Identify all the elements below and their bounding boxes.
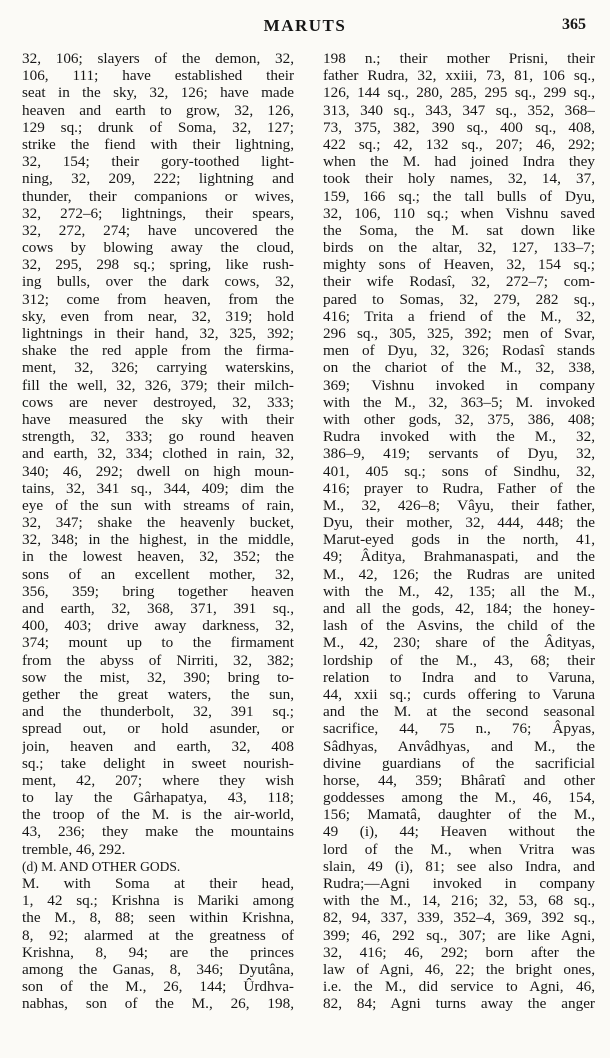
index-line: sons of an excellent mother, 32, — [22, 565, 294, 583]
index-line: lordship of the M., 43, 68; their — [323, 651, 595, 669]
index-line: with the M., 32, 363–5; M. invoked — [323, 393, 595, 411]
index-line: sacrifice, 44, 75 n., 76; Âpyas, — [323, 720, 595, 738]
running-title: MARUTS — [263, 16, 347, 35]
index-line: sow the mist, 32, 390; bring to- — [22, 668, 294, 686]
index-line: seat in the sky, 32, 126; have made — [22, 84, 294, 102]
index-line: 32, 154; their gory-toothed light- — [22, 153, 294, 171]
index-line: 198 n.; their mother Prisni, their — [323, 50, 595, 67]
index-line: 73, 375, 382, 390 sq., 400 sq., 408, — [323, 118, 595, 136]
index-line: 296 sq., 305, 325, 392; men of Svar, — [323, 325, 595, 342]
index-line: i.e. the M., did service to Agni, 46, — [323, 978, 595, 996]
index-line: 82, 94, 337, 339, 352–4, 369, 392 sq., — [323, 909, 595, 927]
index-line: pared to Somas, 32, 279, 282 sq., — [323, 290, 595, 308]
index-line: sq.; take delight in sweet nourish- — [22, 754, 294, 772]
index-line: tremble, 46, 292. — [22, 840, 126, 858]
index-line: strength, 32, 333; go round heaven — [22, 428, 294, 446]
index-line: with other gods, 32, 375, 386, 408; — [323, 410, 595, 428]
index-line: took their holy names, 32, 14, 37, — [323, 170, 595, 188]
index-line: Krishna, 8, 94; are the princes — [22, 943, 294, 961]
index-line: 82, 84; Agni turns away the anger — [323, 995, 595, 1013]
index-line: and earth, 32, 334; clothed in rain, 32, — [22, 445, 294, 463]
index-line: 401, 405 sq.; sons of Sindhu, 32, — [323, 462, 595, 480]
index-line: from the abyss of Nirriti, 32, 382; — [22, 651, 294, 669]
index-line: their wife Rodasî, 32, 272–7; com- — [323, 273, 595, 291]
index-line: 399; 46, 292 sq., 307; are like Agni, — [323, 926, 595, 944]
index-line: gether the great waters, the sun, — [22, 685, 294, 703]
index-line: 32, 106, 110 sq.; when Vishnu saved — [323, 204, 595, 222]
index-line: 49; Âditya, Brahmanaspati, and the — [323, 548, 595, 566]
index-line: and all the gods, 42, 184; the honey- — [323, 600, 595, 617]
index-line: 129 sq.; drunk of Soma, 32, 127; — [22, 118, 294, 136]
index-line: 159, 166 sq.; the tall bulls of Dyu, — [323, 187, 595, 205]
index-line: and earth, 32, 368, 371, 391 sq., — [22, 600, 294, 617]
index-line: 400, 403; drive away darkness, 32, — [22, 617, 294, 635]
index-line: 32, 416; 46, 292; born after the — [323, 943, 595, 961]
index-line: relation to Indra and to Varuna, — [323, 668, 595, 686]
index-line: birds on the altar, 32, 127, 133–7; — [323, 239, 595, 257]
index-line: M., 42, 126; the Rudras are united — [323, 565, 595, 583]
index-line: among the Ganas, 8, 346; Dyutâna, — [22, 960, 294, 978]
index-line: lash of the Asvins, the child of the — [323, 617, 595, 635]
index-line: 369; Vishnu invoked in company — [323, 376, 595, 394]
index-line: cows by blowing away the cloud, — [22, 239, 294, 257]
page-header — [20, 16, 590, 40]
index-line: 106, 111; have established their — [22, 67, 294, 85]
index-line: 32, 272–6; lightnings, their spears, — [22, 204, 294, 222]
index-line: 8, 92; alarmed at the greatness of — [22, 926, 294, 944]
section-subheading: (d) M. AND OTHER GODS. — [22, 858, 181, 874]
index-line: 416; prayer to Rudra, Father of the — [323, 479, 595, 497]
index-line: strike the fiend with their lightning, — [22, 135, 294, 153]
index-line: M., 32, 426–8; Vâyu, their father, — [323, 496, 595, 514]
index-line: 422 sq.; 42, 132 sq., 207; 46, 292; — [323, 135, 595, 153]
index-line: 126, 144 sq., 280, 285, 295 sq., 299 sq., — [323, 84, 595, 102]
index-line: and the M. at the second seasonal — [323, 703, 595, 721]
index-line: ning, 32, 209, 222; lightning and — [22, 170, 294, 188]
index-line: ment, 32, 326; carrying waterskins, — [22, 359, 294, 377]
index-line: law of Agni, 46, 22; the bright ones, — [323, 960, 595, 978]
index-line: have measured the sky with their — [22, 410, 294, 428]
index-line: Sâdhyas, Anvâdhyas, and M., the — [323, 737, 595, 755]
index-line: men of Dyu, 32, 326; Rodasî stands — [323, 342, 595, 360]
index-line: with the M., 14, 216; 32, 53, 68 sq., — [323, 892, 595, 910]
index-line: goddesses among the M., 46, 154, — [323, 789, 595, 807]
index-line: Rudra invoked with the M., 32, — [323, 428, 595, 446]
index-line: son of the M., 26, 144; Ûrdhva- — [22, 978, 294, 996]
index-line: the Soma, the M. sat down like — [323, 221, 595, 239]
index-line: spread out, or hold asunder, or — [22, 720, 294, 738]
index-line: and the thunderbolt, 32, 391 sq.; — [22, 703, 294, 721]
index-line: 340; 46, 292; dwell on high moun- — [22, 462, 294, 480]
index-line: ing bulls, over the dark cows, 32, — [22, 273, 294, 291]
index-line: M. with Soma at their head, — [22, 875, 294, 892]
index-line: 156; Mamatâ, daughter of the M., — [323, 806, 595, 824]
index-line: on the chariot of the M., 32, 338, — [323, 359, 595, 377]
index-line: father Rudra, 32, xxiii, 73, 81, 106 sq., — [323, 67, 595, 85]
index-line: ment, 42, 207; where they wish — [22, 771, 294, 789]
index-line: with the M., 42, 135; all the M., — [323, 582, 595, 600]
right-column — [323, 50, 595, 1013]
index-line: the troop of the M. is the air-world, — [22, 806, 294, 824]
index-line: horse, 44, 359; Bhâratî and other — [323, 771, 595, 789]
index-line: when the M. had joined Indra they — [323, 153, 595, 171]
index-line: 416; Trita a friend of the M., 32, — [323, 307, 595, 325]
index-line: lightnings in their hand, 32, 325, 392; — [22, 325, 294, 342]
index-line: heaven and earth to grow, 32, 126, — [22, 101, 294, 119]
index-line: sky, even from near, 32, 319; hold — [22, 307, 294, 325]
page-number: 365 — [562, 16, 586, 33]
index-line: mighty sons of Heaven, 32, 154 sq.; — [323, 256, 595, 274]
index-line: 356, 359; bring together heaven — [22, 582, 294, 600]
index-line: 32, 347; shake the heavenly bucket, — [22, 514, 294, 532]
index-line: in the lowest heaven, 32, 352; the — [22, 548, 294, 566]
index-line: 43, 236; they make the mountains — [22, 823, 294, 841]
index-line: 32, 348; in the highest, in the middle, — [22, 531, 294, 549]
index-line: to lay the Gârhapatya, 43, 118; — [22, 789, 294, 807]
index-line: nabhas, son of the M., 26, 198, — [22, 995, 294, 1013]
index-line: 32, 106; slayers of the demon, 32, — [22, 50, 294, 67]
index-line: shake the red apple from the firma- — [22, 342, 294, 360]
index-line: lord of the M., when Vritra was — [323, 840, 595, 858]
index-line: divine guardians of the sacrificial — [323, 754, 595, 772]
index-line: M., 42, 230; share of the Âdityas, — [323, 634, 595, 652]
index-line: 1, 42 sq.; Krishna is Mariki among — [22, 892, 294, 910]
index-line: Marut-eyed gods in the north, 41, — [323, 531, 595, 549]
index-line: 49 (i), 44; Heaven without the — [323, 823, 595, 841]
index-line: 386–9, 419; servants of Dyu, 32, — [323, 445, 595, 463]
index-line: 32, 295, 298 sq.; spring, like rush- — [22, 256, 294, 274]
index-line: fill the well, 32, 326, 379; their milch- — [22, 376, 294, 394]
index-line: Dyu, their mother, 32, 444, 448; the — [323, 514, 595, 532]
index-line: 374; mount up to the firmament — [22, 634, 294, 652]
index-line: 32, 272, 274; have uncovered the — [22, 221, 294, 239]
index-line: cows are never destroyed, 32, 333; — [22, 393, 294, 411]
index-line: the M., 8, 88; seen within Krishna, — [22, 909, 294, 927]
index-line: join, heaven and earth, 32, 408 — [22, 737, 294, 755]
index-line: eye of the sun with streams of rain, — [22, 496, 294, 514]
index-line: Rudra;—Agni invoked in company — [323, 875, 595, 892]
left-column — [22, 50, 294, 1013]
index-line: thunder, their companions or wives, — [22, 187, 294, 205]
index-line: 313, 340 sq., 343, 347 sq., 352, 368– — [323, 101, 595, 119]
index-line: slain, 49 (i), 81; see also Indra, and — [323, 857, 595, 875]
index-line: tains, 32, 341 sq., 344, 409; dim the — [22, 479, 294, 497]
index-line: 44, xxii sq.; curds offering to Varuna — [323, 685, 595, 703]
index-line: 312; come from heaven, from the — [22, 290, 294, 308]
